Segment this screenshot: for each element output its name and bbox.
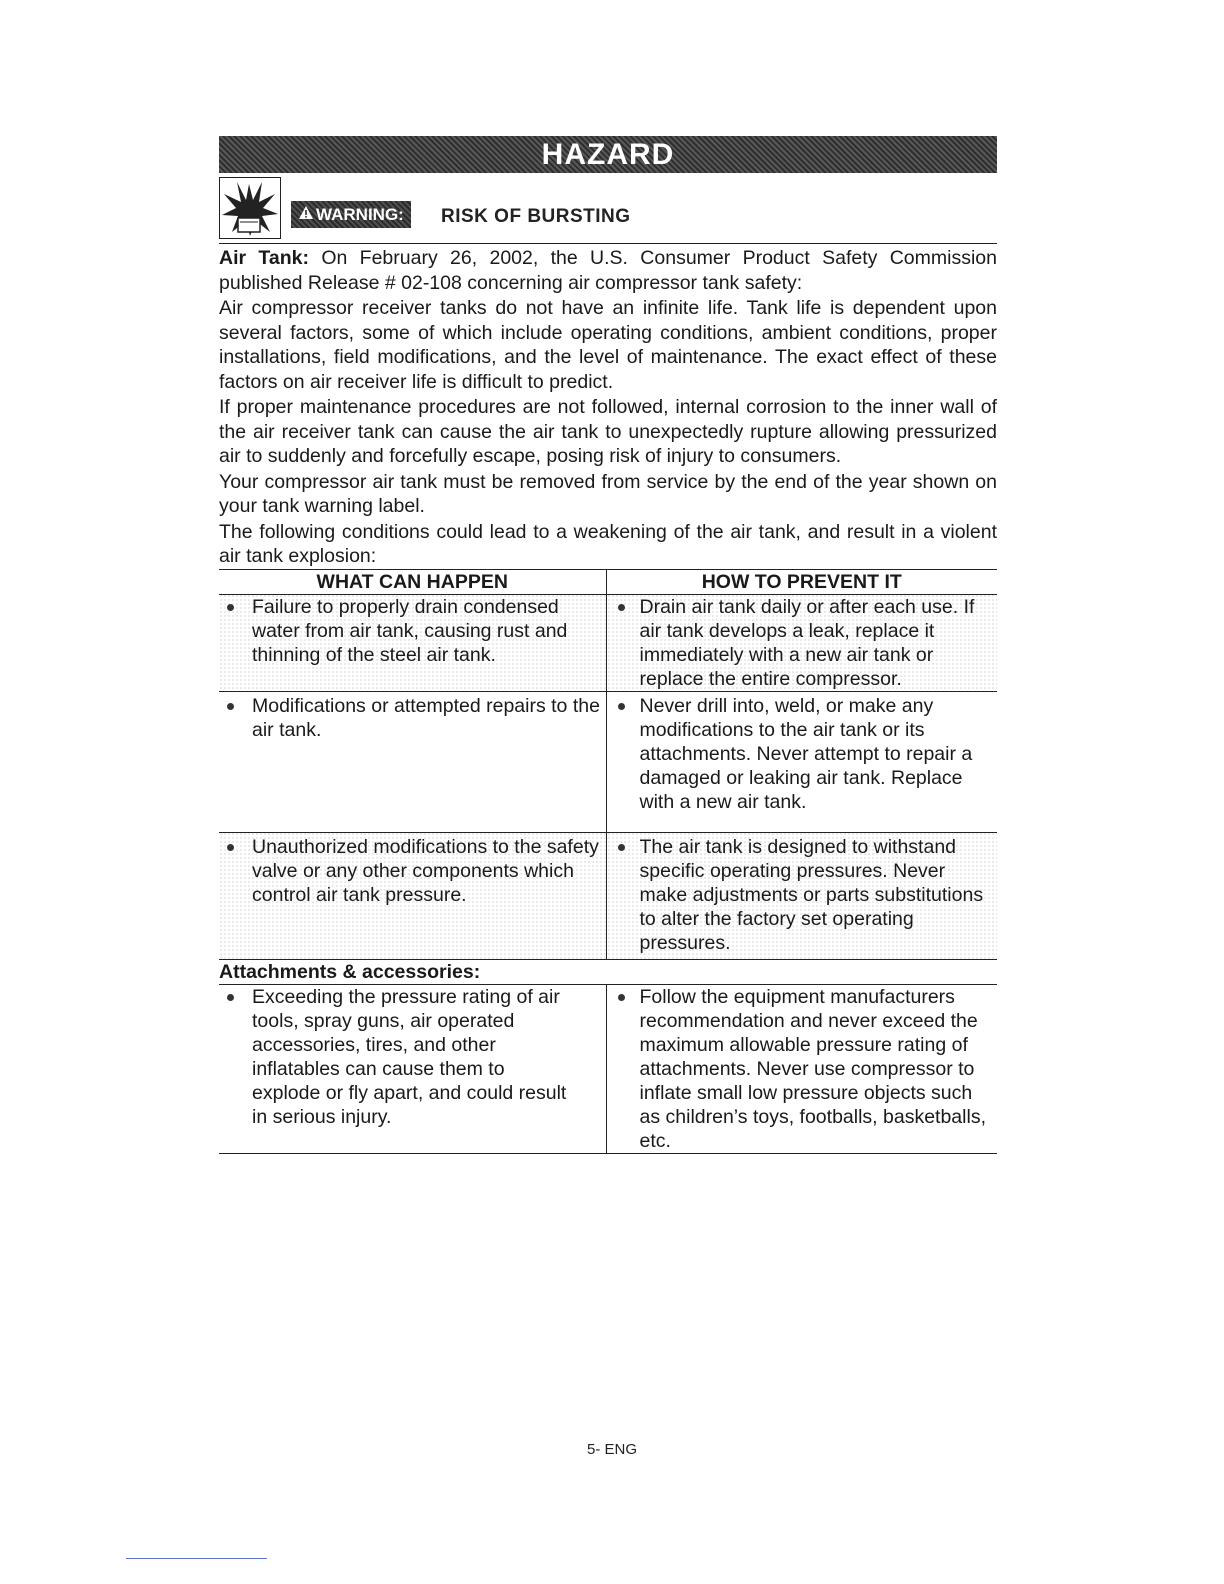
happen-cell: Exceeding the pressure rating of air tools, spray guns, air operated accessories, tires, and other inflatables can cause them to explode or fly apart, and could result in serious injury.	[219, 985, 606, 1129]
col-header-what-can-happen: WHAT CAN HAPPEN	[219, 569, 606, 594]
warning-triangle-icon	[298, 201, 314, 228]
intro-p1-text: On February 26, 2002, the U.S. Consumer Product Safety Commission published Release # 02-108 concerning air compressor tank safety:	[219, 247, 997, 294]
col-header-how-to-prevent: HOW TO PREVENT IT	[606, 569, 997, 594]
warning-row	[219, 173, 997, 244]
warning-badge	[291, 201, 411, 228]
prevent-cell: Follow the equipment manufacturers recommendation and never exceed the maximum allowable pressure rating of attachments. Never use compressor to inflate small low pressure objects such as children’s toys, footballs, basketballs, etc.	[609, 985, 998, 1153]
intro-paragraph-5: The following conditions could lead to a weakening of the air tank, and result in a violent air tank explosion:	[219, 520, 997, 567]
air-tank-lead: Air Tank:	[219, 247, 309, 269]
attachments-section-title: Attachments & accessories:	[219, 959, 997, 984]
table-row	[219, 691, 997, 832]
table-row	[219, 984, 997, 1153]
prevent-cell: Drain air tank daily or after each use. If air tank develops a leak, replace it immediately with a new air tank or replace the entire compressor.	[609, 595, 998, 691]
happen-cell: Modifications or attempted repairs to the air tank.	[219, 694, 606, 742]
happen-cell: Failure to properly drain condensed water from air tank, causing rust and thinning of the steel air tank.	[219, 595, 606, 667]
warning-badge-label: WARNING:	[316, 205, 404, 224]
page-number: 5- ENG	[586, 1441, 637, 1458]
prevent-cell: Never drill into, weld, or make any modifications to the air tank or its attachments. Never attempt to repair a damaged or leaking air tank. Replace with a new air tank.	[609, 694, 998, 814]
hazard-table	[219, 569, 997, 1154]
hazard-header: HAZARD	[219, 136, 997, 173]
intro-paragraph-3: If proper maintenance procedures are not followed, internal corrosion to the inner wall of the air receiver tank can cause the air tank to unexpectedly rupture allowing pressurized air to suddenly and forcefully escape, posing risk of injury to consumers.	[219, 396, 997, 467]
intro-paragraph-2: Air compressor receiver tanks do not have an infinite life. Tank life is dependent upon several factors, some of which include operating conditions, ambient conditions, proper installations, field modifications, and the level of maintenance. The exact effect of these factors on air receiver life is difficult to predict.	[219, 297, 997, 393]
table-row	[219, 832, 997, 959]
bottom-rule	[126, 1558, 267, 1559]
hazard-section	[219, 136, 997, 1154]
risk-title: RISK OF BURSTING	[441, 206, 631, 227]
happen-cell: Unauthorized modifications to the safety valve or any other components which control air tank pressure.	[219, 835, 606, 907]
prevent-cell: The air tank is designed to withstand specific operating pressures. Never make adjustments or parts substitutions to alter the factory set operating pressures.	[609, 835, 998, 955]
table-row	[219, 594, 997, 691]
intro-paragraph-4: Your compressor air tank must be removed from service by the end of the year shown on your tank warning label.	[219, 470, 997, 517]
intro-paragraph-1	[219, 246, 997, 295]
burst-icon	[219, 177, 281, 239]
intro-text	[219, 246, 997, 569]
